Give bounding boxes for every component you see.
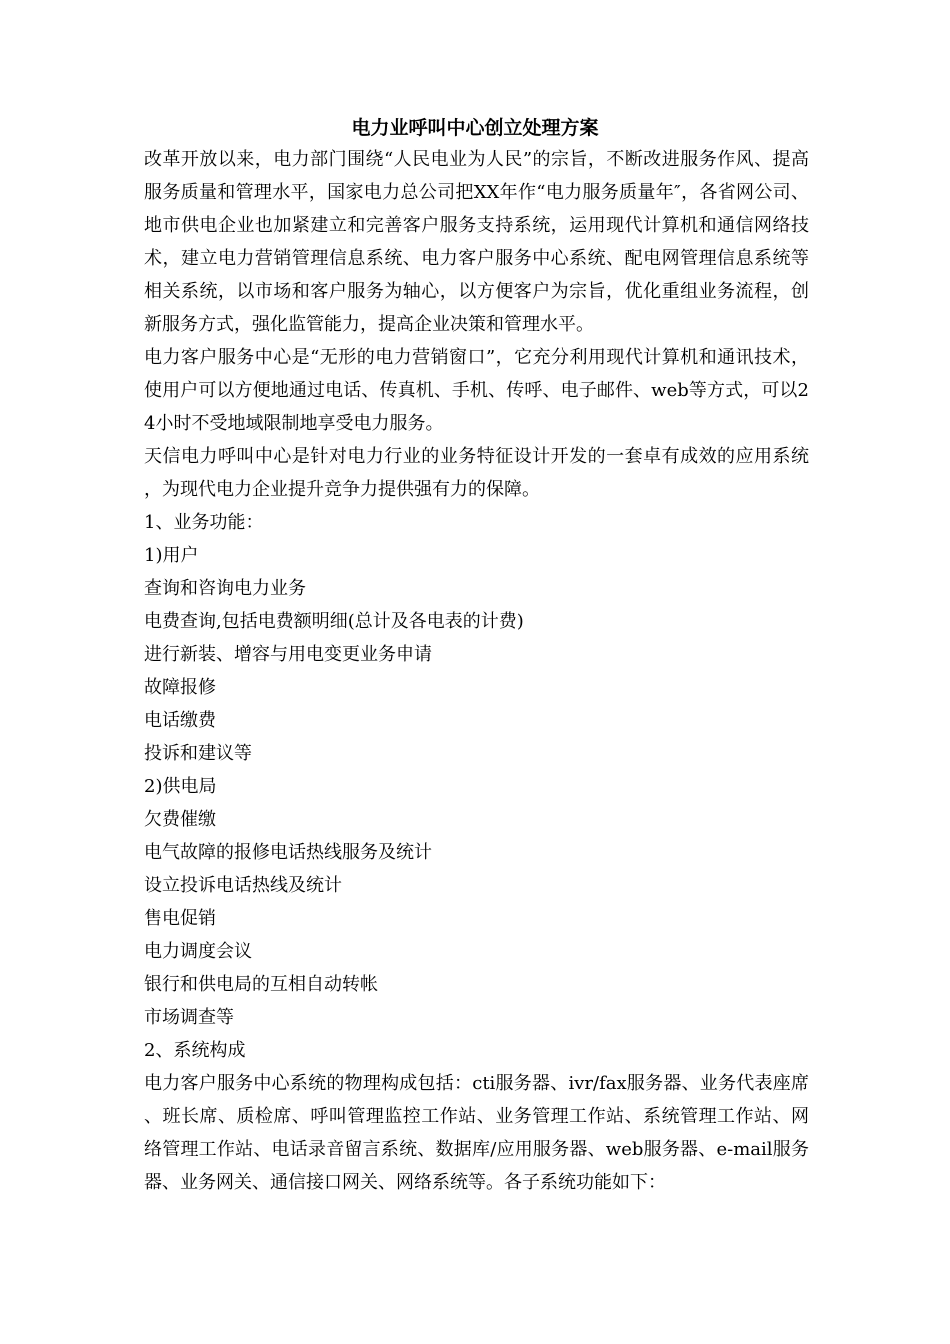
list-item: 市场调查等 bbox=[144, 1007, 234, 1028]
subsection-heading-power-bureau: 2)供电局 bbox=[144, 776, 217, 797]
list-item: 电费查询,包括电费额明细(总计及各电表的计费) bbox=[144, 611, 524, 632]
document-body bbox=[144, 143, 809, 1199]
list-item: 进行新装、增容与用电变更业务申请 bbox=[144, 644, 432, 665]
list-item: 欠费催缴 bbox=[144, 809, 216, 830]
list-item: 售电促销 bbox=[144, 908, 216, 929]
document-title: 电力业呼叫中心创立处理方案 bbox=[351, 117, 599, 139]
list-item: 设立投诉电话热线及统计 bbox=[144, 875, 342, 896]
subsection-heading-users: 1)用户 bbox=[144, 545, 199, 566]
list-item: 电话缴费 bbox=[144, 710, 216, 731]
paragraph-tianxin-call-center: 天信电力呼叫中心是针对电力行业的业务特征设计开发的一套卓有成效的应用系统，为现代电力企业提升竞争力提供强有力的保障。 bbox=[144, 446, 809, 500]
list-item: 电力调度会议 bbox=[144, 941, 252, 962]
list-item: 查询和咨询电力业务 bbox=[144, 578, 306, 599]
list-item: 银行和供电局的互相自动转帐 bbox=[144, 974, 378, 995]
paragraph-physical-composition: 电力客户服务中心系统的物理构成包括：cti服务器、ivr/fax服务器、业务代表座席、班长席、质检席、呼叫管理监控工作站、业务管理工作站、系统管理工作站、网络管理工作站、电话录音留言系统、数据库/应用服务器、web服务器、e-mail服务器、业务网关、通信接口网关、网络系统等。各子系统功能如下： bbox=[144, 1073, 809, 1193]
list-item: 投诉和建议等 bbox=[144, 743, 252, 764]
section-heading-business-functions: 1、业务功能： bbox=[144, 512, 264, 533]
section-heading-system-composition: 2、系统构成 bbox=[144, 1040, 246, 1061]
list-item: 电气故障的报修电话热线服务及统计 bbox=[144, 842, 432, 863]
list-item: 故障报修 bbox=[144, 677, 216, 698]
paragraph-customer-service-center: 电力客户服务中心是“无形的电力营销窗口”，它充分利用现代计算机和通讯技术，使用户可以方便地通过电话、传真机、手机、传呼、电子邮件、web等方式，可以24小时不受地域限制地享受电力服务。 bbox=[144, 347, 809, 434]
paragraph-intro-reform: 改革开放以来，电力部门围绕“人民电业为人民”的宗旨，不断改进服务作风、提高服务质量和管理水平，国家电力总公司把XX年作“电力服务质量年″，各省网公司、地市供电企业也加紧建立和完善客户服务支持系统，运用现代计算机和通信网络技术，建立电力营销管理信息系统、电力客户服务中心系统、配电网管理信息系统等相关系统，以市场和客户服务为轴心，以方便客户为宗旨，优化重组业务流程，创新服务方式，强化监管能力，提高企业决策和管理水平。 bbox=[144, 149, 809, 335]
